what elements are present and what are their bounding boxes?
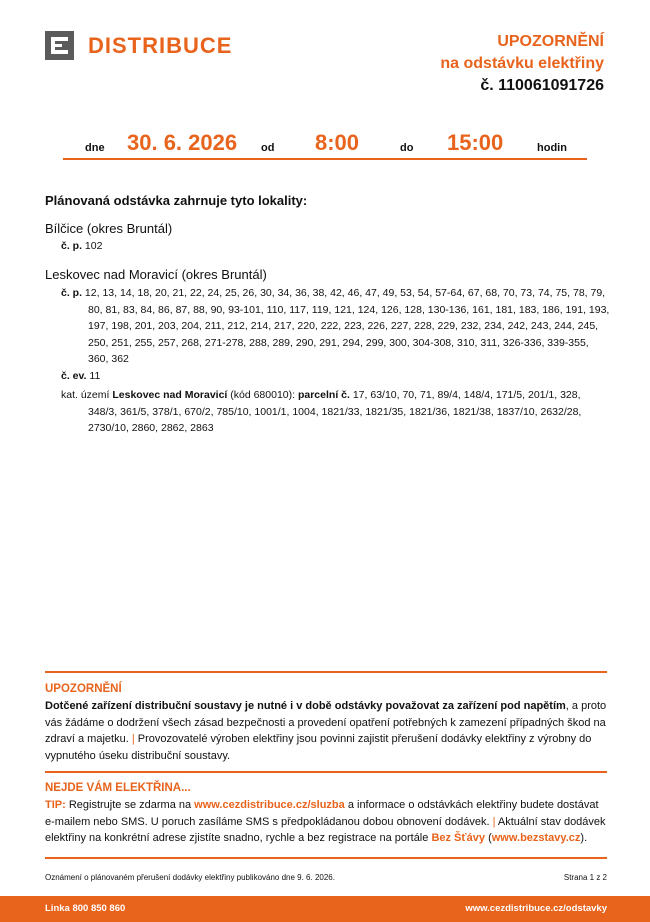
registry-numbers: č. ev. 11 [61,369,101,382]
location-district: (okres Bruntál) [83,221,173,236]
warning-title: UPOZORNĚNÍ [45,683,122,695]
publication-note: Oznámení o plánovaném přerušení dodávky elektřiny publikováno dne 9. 6. 2026. [45,873,335,882]
company-logo [45,31,232,60]
localities-intro: Plánovaná odstávka zahrnuje tyto lokality: [45,193,308,208]
divider [45,771,607,773]
divider [45,857,607,859]
house-numbers: č. p. 102 [61,240,103,252]
cez-logo-icon [45,31,74,60]
registration-link[interactable]: www.cezdistribuce.cz/sluzba [194,799,345,811]
page-number: Strana 1 z 2 [563,873,607,882]
bez-stavy-link[interactable]: Bez Šťávy [431,832,486,844]
notice-title: UPOZORNĚNÍ [497,33,604,50]
house-numbers: č. p. 12, 13, 14, 18, 20, 21, 22, 24, 25, 26, 30, 34, 36, 38, 42, 46, 47, 49, 53, 54, 57-64, 67, 68, 70, 73, 74, 75, 78, 79, 80, 81, 83, 84, 86, 87, 88, 90, 93-101, 110, 117, 119, 121, 124, 126, 128, 130-136, 161, 181, 183, 186, 191, 193, 197, 198, 201, 203, 204, 211, 212, 214, 217, 220, 222, 223, 226, 227, 228, 229, 232, 234, 242, 243, 244, 245, 250, 251, 255, 257, 268, 271-278, 288, 289, 290, 291, 294, 299, 300, 304-308, 310, 311, 326-336, 339-355, 360, 362 [61,287,610,365]
location-name: Bílčice [45,221,84,236]
location-district: (okres Bruntál) [177,267,267,282]
day-label: dne [85,142,105,154]
unit-label: hodin [537,142,567,154]
hotline: Linka 800 850 860 [45,903,126,914]
outage-schedule [63,128,587,160]
outage-date: 30. 6. 2026 [127,130,238,155]
location-details [61,285,611,437]
location-details [61,238,611,255]
from-label: od [261,142,275,154]
divider [45,671,607,673]
notice-header [440,31,604,97]
tip-label: TIP: [45,799,66,811]
notice-number: č. 110061091726 [480,77,604,94]
tip-title: NEJDE VÁM ELEKTŘINA... [45,782,191,794]
location-title [45,267,267,282]
bezstavy-url-link[interactable]: www.bezstavy.cz [491,832,581,844]
location-title [45,221,172,236]
location-name: Leskovec nad Moravicí [45,267,178,282]
cadastral-parcels: kat. území Leskovec nad Moravicí (kód 680010): parcelní č. 17, 63/10, 70, 71, 89/4, 148/4, 171/5, 201/1, 328, 348/3, 361/5, 378/1, 670/2, 785/10, 1001/1, 1004, 1821/33, 1821/35, 1821/36, 1821/38, 1837/10, 2632/28, 2730/10, 2860, 2862, 2863 [61,389,582,434]
outages-url[interactable]: www.cezdistribuce.cz/odstavky [465,903,607,914]
start-time: 8:00 [315,130,360,155]
to-label: do [400,142,414,154]
end-time: 15:00 [447,130,504,155]
warning-text: Dotčené zařízení distribuční soustavy je nutné i v době odstávky považovat za zařízení pod napětím, a proto vás žádáme o dodržení všech zásad bezpečnosti a provedení opatření potřebných k zamezení případných škod na zdraví a majetku. | Provozovatelé výroben elektřiny jsou povinni zajistit přerušení dodávky elektřiny z výrobny do vypnutého úseku distribuční soustavy. [45,700,607,762]
tip-text: TIP: Registrujte se zdarma na www.cezdistribuce.cz/sluzba a informace o odstávkách elektřiny budete dostávat e-mailem nebo SMS. U poruch zasíláme SMS s předpokládanou dobou obnovení dodávek. | Aktuální stav dodávek elektřiny na konkrétní adrese zjistíte snadno, rychle a bez registrace na portále Bez Šťávy (www.bezstavy.cz). [45,799,606,844]
footer-bar [0,896,650,922]
brand-name: DISTRIBUCE [88,32,233,58]
notice-subtitle: na odstávku elektřiny [440,55,604,72]
